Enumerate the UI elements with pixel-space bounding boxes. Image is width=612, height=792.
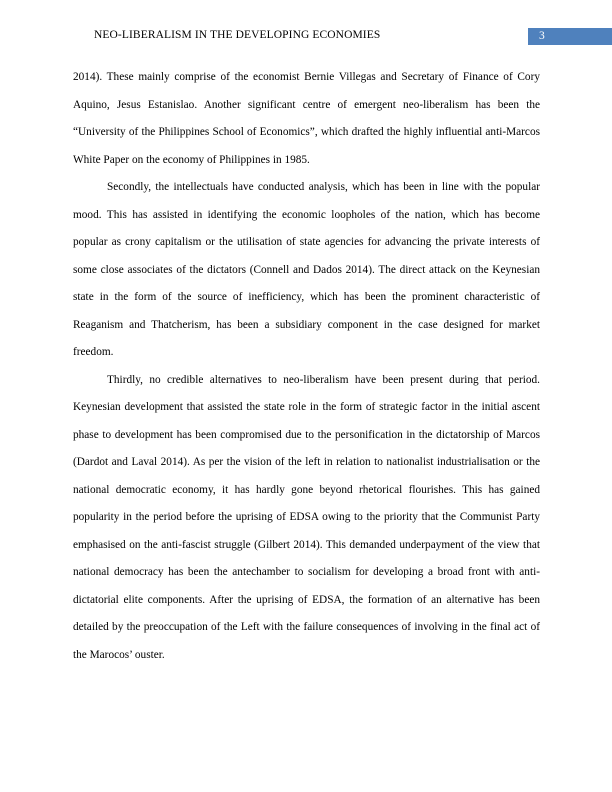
paragraph-continued: 2014). These mainly comprise of the economist Bernie Villegas and Secretary of Finance of Cory Aquino, Jesus Estanislao. Another significant centre of emergent neo-liberalism has been the “University of the Philippines School of Economics”, which drafted the highly influential anti-Marcos White Paper on the economy of Philippines in 1985. [73, 71, 540, 166]
running-head: NEO-LIBERALISM IN THE DEVELOPING ECONOMIES [94, 29, 381, 41]
body-text [73, 64, 540, 669]
paragraph-thirdly: Thirdly, no credible alternatives to neo-liberalism have been present during that period. Keynesian development that assisted the state role in the form of strategic factor in the initial ascent phase to development has been compromised due to the personification in the dictatorship of Marcos (Dardot and Laval 2014). As per the vision of the left in relation to nationalist industrialisation or the national democratic economy, it has hardly gone beyond rhetorical flourishes. This has gained popularity in the period before the uprising of EDSA owing to the priority that the Communist Party emphasised on the anti-fascist struggle (Gilbert 2014). This demanded underpayment of the view that national democracy has been the antechamber to socialism for developing a broad front with anti-dictatorial elite components. After the uprising of EDSA, the formation of an alternative has been detailed by the preoccupation of the Left with the failure consequences of involving in the final act of the Marocos’ ouster. [73, 373, 540, 661]
page-number-badge: 3 [528, 28, 612, 45]
paragraph-secondly: Secondly, the intellectuals have conducted analysis, which has been in line with the popular mood. This has assisted in identifying the economic loopholes of the nation, which has become popular as crony capitalism or the utilisation of state agencies for advancing the private interests of some close associates of the dictators (Connell and Dados 2014). The direct attack on the Keynesian state in the form of the source of inefficiency, which has been the prominent characteristic of Reaganism and Thatcherism, has been a subsidiary component in the case designed for market freedom. [73, 181, 540, 358]
